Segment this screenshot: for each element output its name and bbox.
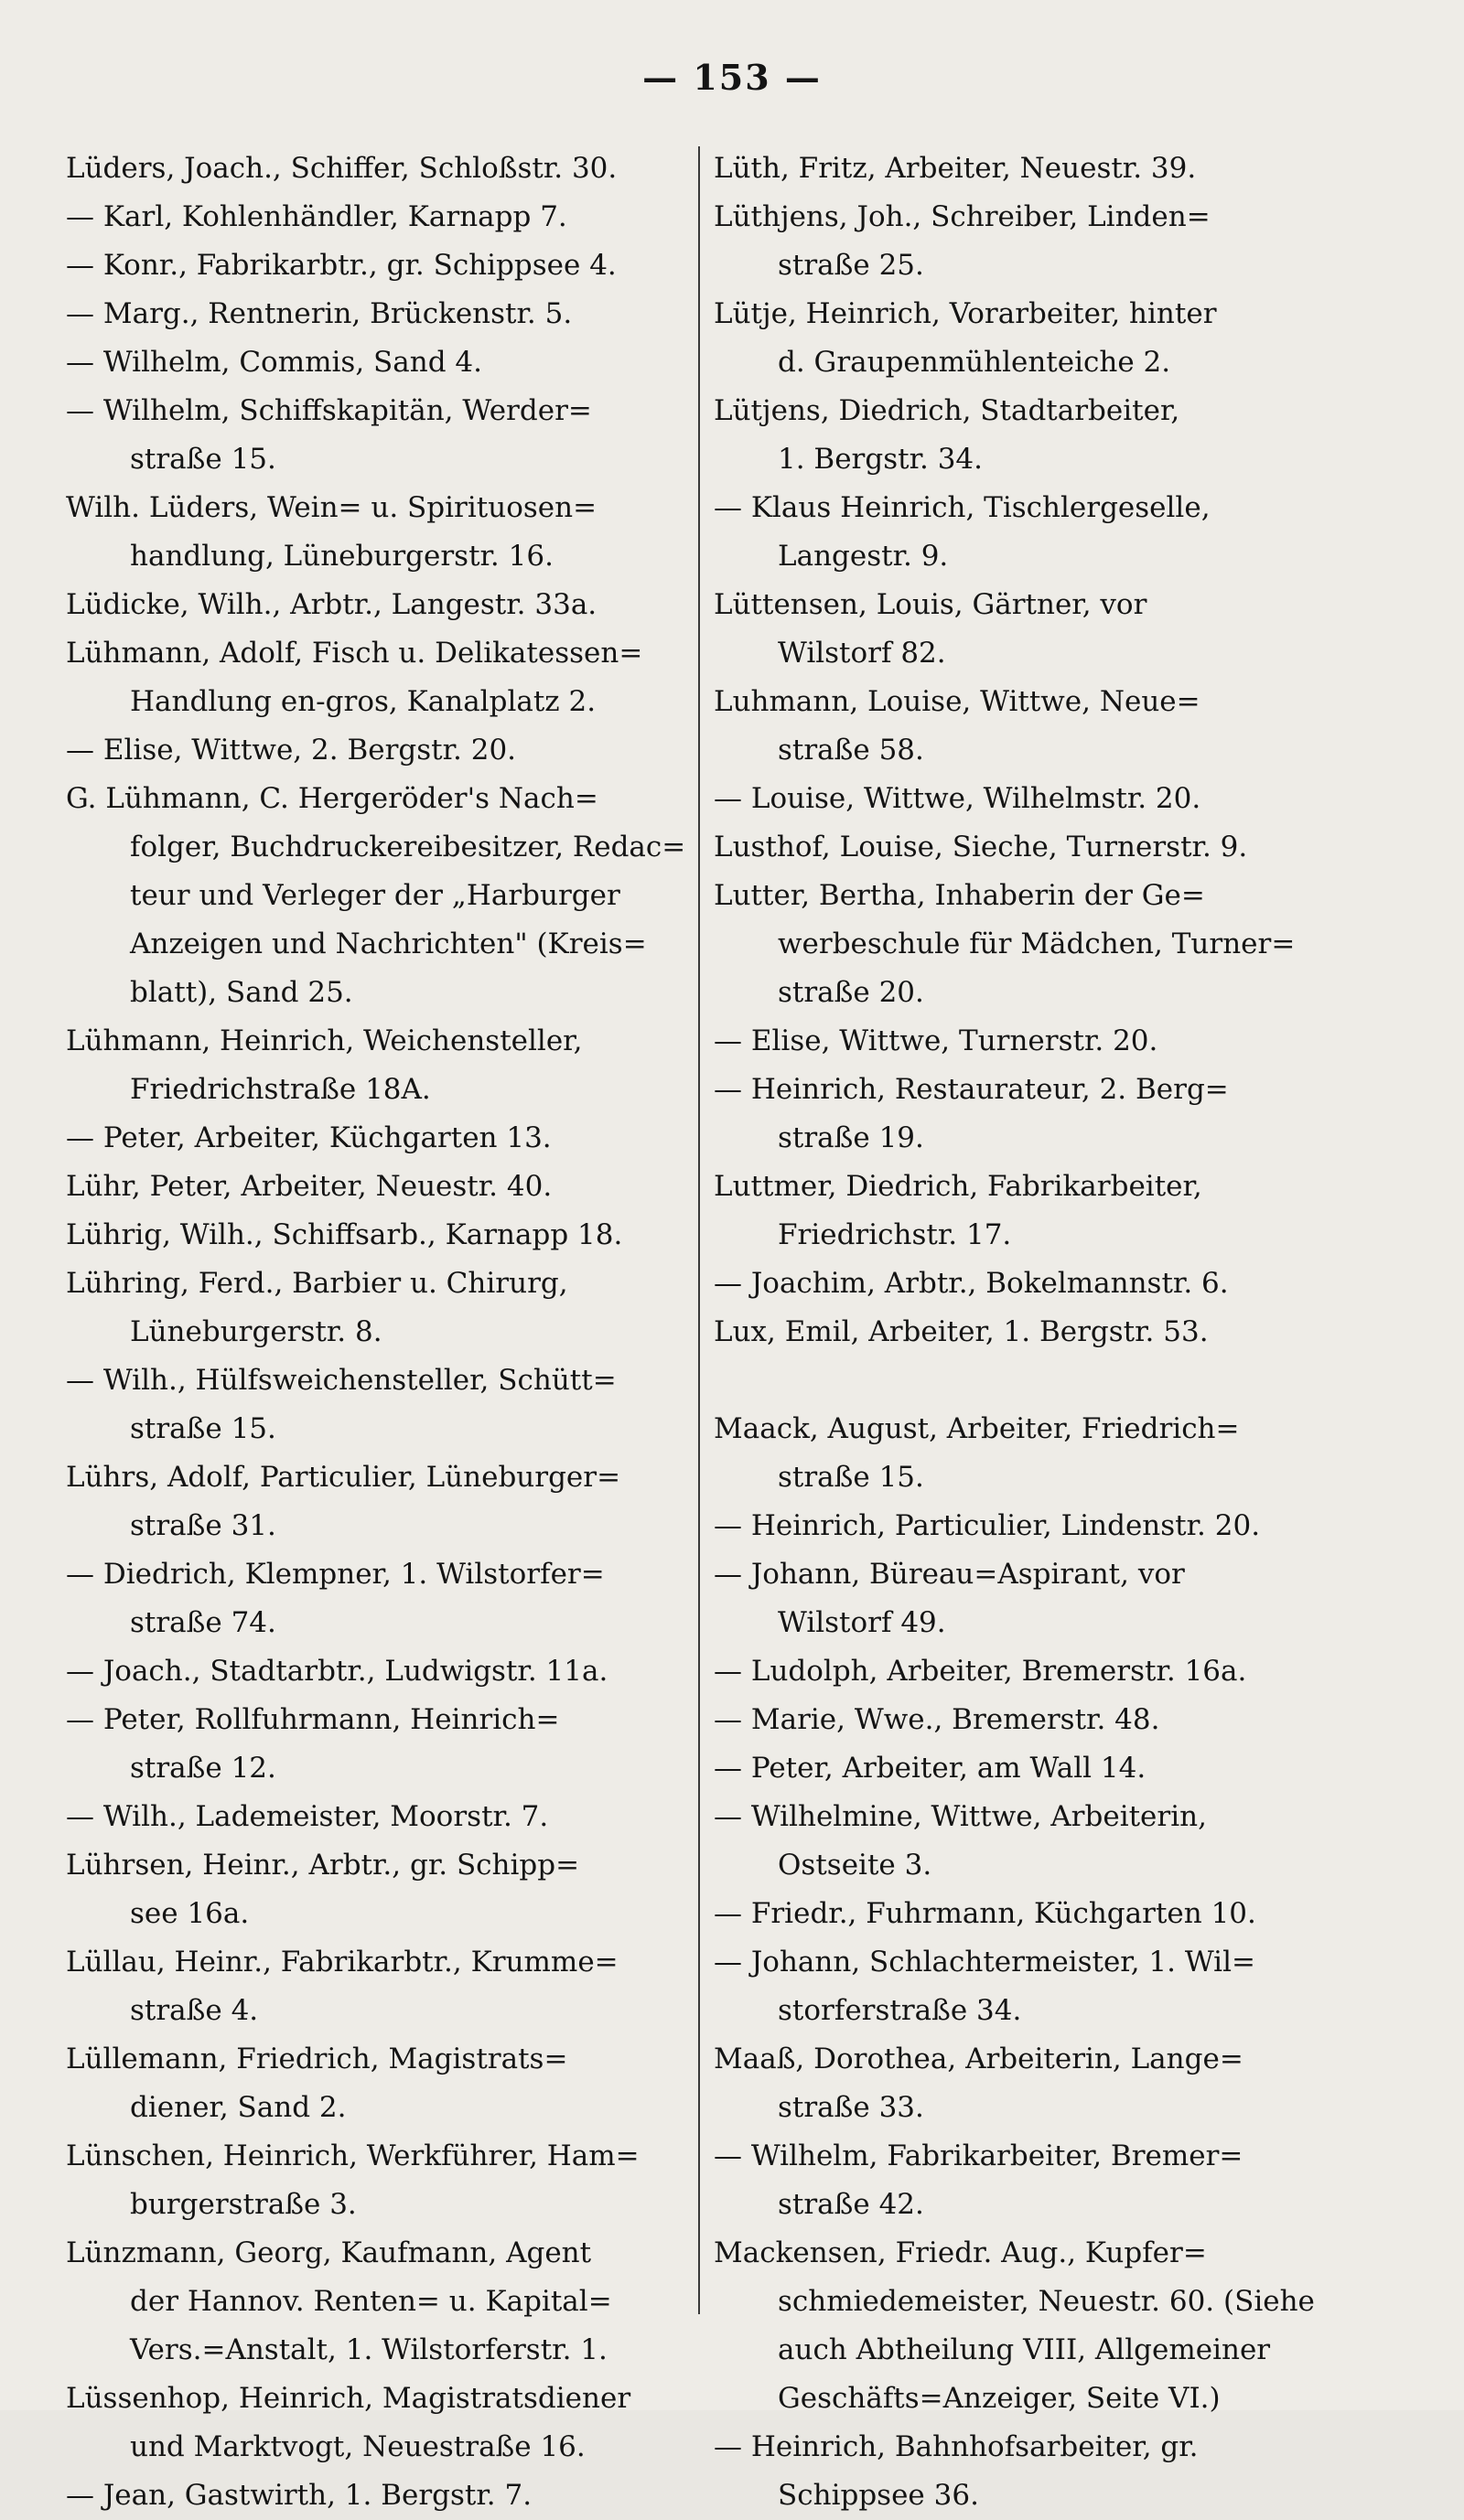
right-entry-line: — Ludolph, Arbeiter, Bremerstr. 16a. xyxy=(714,1655,1247,1688)
right-entry-line: Luhmann, Louise, Wittwe, Neue= xyxy=(714,685,1200,718)
left-entry-line: straße 12. xyxy=(130,1752,276,1785)
right-entry-line: straße 19. xyxy=(778,1121,924,1154)
left-entry-line: blatt), Sand 25. xyxy=(130,976,353,1009)
left-entry-line: Lührs, Adolf, Particulier, Lüneburger= xyxy=(66,1461,621,1494)
right-entry-line: Lüttensen, Louis, Gärtner, vor xyxy=(714,588,1147,621)
right-entry-line: Geschäfts=Anzeiger, Seite VI.) xyxy=(778,2382,1221,2415)
right-entry-line: — Heinrich, Restaurateur, 2. Berg= xyxy=(714,1073,1229,1106)
right-entry-line: straße 33. xyxy=(778,2091,924,2124)
left-entry-line: folger, Buchdruckereibesitzer, Redac= xyxy=(130,831,686,863)
left-entry-line: — Elise, Wittwe, 2. Bergstr. 20. xyxy=(66,734,517,767)
left-entry-line: — Wilh., Lademeister, Moorstr. 7. xyxy=(66,1800,549,1833)
right-entry-line: Ostseite 3. xyxy=(778,1849,932,1882)
right-entry-line: — Johann, Büreau=Aspirant, vor xyxy=(714,1558,1185,1591)
left-entry-line: — Diedrich, Klempner, 1. Wilstorfer= xyxy=(66,1558,605,1591)
left-entry-line: straße 15. xyxy=(130,443,276,476)
left-entry-line: straße 4. xyxy=(130,1994,259,2027)
right-entry-line: — Wilhelmine, Wittwe, Arbeiterin, xyxy=(714,1800,1207,1833)
right-entry-line: straße 58. xyxy=(778,734,924,767)
left-entry-line: Lüdicke, Wilh., Arbtr., Langestr. 33a. xyxy=(66,588,597,621)
right-entry-line: — Heinrich, Particulier, Lindenstr. 20. xyxy=(714,1509,1261,1542)
right-entry-line: Lutter, Bertha, Inhaberin der Ge= xyxy=(714,879,1205,912)
right-entry-line: Schippsee 36. xyxy=(778,2479,979,2512)
left-entry-line: Lühmann, Heinrich, Weichensteller, xyxy=(66,1024,583,1057)
left-entry-line: — Wilhelm, Schiffskapitän, Werder= xyxy=(66,394,592,427)
left-entry-line: straße 31. xyxy=(130,1509,276,1542)
right-entry-line: Lütjens, Diedrich, Stadtarbeiter, xyxy=(714,394,1180,427)
right-entry-line: Mackensen, Friedr. Aug., Kupfer= xyxy=(714,2236,1207,2269)
left-entry-line: Anzeigen und Nachrichten" (Kreis= xyxy=(130,928,647,960)
left-entry-line: — Peter, Rollfuhrmann, Heinrich= xyxy=(66,1703,560,1736)
left-entry-line: Lüssenhop, Heinrich, Magistratsdiener xyxy=(66,2382,631,2415)
left-entry-line: — Marg., Rentnerin, Brückenstr. 5. xyxy=(66,297,573,330)
left-entry-line: Lührig, Wilh., Schiffsarb., Karnapp 18. xyxy=(66,1218,623,1251)
right-entry-line: schmiedemeister, Neuestr. 60. (Siehe xyxy=(778,2285,1315,2318)
left-entry-line: Lüllau, Heinr., Fabrikarbtr., Krumme= xyxy=(66,1946,619,1978)
left-entry-line: Wilh. Lüders, Wein= u. Spirituosen= xyxy=(66,491,597,524)
left-entry-line: diener, Sand 2. xyxy=(130,2091,347,2124)
left-entry-line: — Jean, Gastwirth, 1. Bergstr. 7. xyxy=(66,2479,533,2512)
page-number: — 153 — xyxy=(642,57,822,98)
left-entry-line: Lührsen, Heinr., Arbtr., gr. Schipp= xyxy=(66,1849,580,1882)
left-entry-line: straße 74. xyxy=(130,1606,276,1639)
right-entry-line: — Marie, Wwe., Bremerstr. 48. xyxy=(714,1703,1160,1736)
right-entry-line: auch Abtheilung VIII, Allgemeiner xyxy=(778,2333,1271,2366)
left-entry-line: — Wilh., Hülfsweichensteller, Schütt= xyxy=(66,1364,617,1397)
left-entry-line: — Peter, Arbeiter, Küchgarten 13. xyxy=(66,1121,552,1154)
left-entry-line: straße 15. xyxy=(130,1412,276,1445)
right-entry-line: — Heinrich, Bahnhofsarbeiter, gr. xyxy=(714,2430,1199,2463)
left-entry-line: handlung, Lüneburgerstr. 16. xyxy=(130,540,554,573)
right-entry-line: straße 25. xyxy=(778,249,924,282)
right-entry-line: Lux, Emil, Arbeiter, 1. Bergstr. 53. xyxy=(714,1315,1209,1348)
right-entry-line: storferstraße 34. xyxy=(778,1994,1022,2027)
right-entry-line: Langestr. 9. xyxy=(778,540,949,573)
right-entry-line: straße 20. xyxy=(778,976,924,1009)
left-entry-line: Lüllemann, Friedrich, Magistrats= xyxy=(66,2043,568,2075)
left-entry-line: — Karl, Kohlenhändler, Karnapp 7. xyxy=(66,200,567,233)
left-entry-line: — Konr., Fabrikarbtr., gr. Schippsee 4. xyxy=(66,249,617,282)
right-entry-line: — Wilhelm, Fabrikarbeiter, Bremer= xyxy=(714,2139,1243,2172)
right-entry-line: — Peter, Arbeiter, am Wall 14. xyxy=(714,1752,1146,1785)
right-entry-line: — Louise, Wittwe, Wilhelmstr. 20. xyxy=(714,782,1201,815)
right-entry-line: Luttmer, Diedrich, Fabrikarbeiter, xyxy=(714,1170,1202,1203)
left-entry-line: burgerstraße 3. xyxy=(130,2188,357,2221)
left-entry-line: der Hannov. Renten= u. Kapital= xyxy=(130,2285,612,2318)
right-entry-line: Friedrichstr. 17. xyxy=(778,1218,1012,1251)
right-entry-line: Maaß, Dorothea, Arbeiterin, Lange= xyxy=(714,2043,1243,2075)
left-entry-line: teur und Verleger der „Harburger xyxy=(130,879,620,912)
right-entry-line: — Joachim, Arbtr., Bokelmannstr. 6. xyxy=(714,1267,1229,1300)
left-entry-line: Friedrichstraße 18A. xyxy=(130,1073,431,1106)
left-entry-line: und Marktvogt, Neuestraße 16. xyxy=(130,2430,586,2463)
right-entry-line: Wilstorf 82. xyxy=(778,637,946,670)
left-entry-line: Lühr, Peter, Arbeiter, Neuestr. 40. xyxy=(66,1170,553,1203)
right-entry-line: 1. Bergstr. 34. xyxy=(778,443,984,476)
section-gap xyxy=(714,1357,1322,1405)
left-entry-line: Lünzmann, Georg, Kaufmann, Agent xyxy=(66,2236,592,2269)
right-entry-line: werbeschule für Mädchen, Turner= xyxy=(778,928,1296,960)
right-entry-line: straße 15. xyxy=(778,1461,924,1494)
left-entry-line: G. Lühmann, C. Hergeröder's Nach= xyxy=(66,782,598,815)
right-entry-line: — Friedr., Fuhrmann, Küchgarten 10. xyxy=(714,1897,1256,1930)
right-entry-line: — Elise, Wittwe, Turnerstr. 20. xyxy=(714,1024,1158,1057)
right-entry-line: — Johann, Schlachtermeister, 1. Wil= xyxy=(714,1946,1255,1978)
left-entry-line: Lünschen, Heinrich, Werkführer, Ham= xyxy=(66,2139,640,2172)
left-entry-line: — Joach., Stadtarbtr., Ludwigstr. 11a. xyxy=(66,1655,608,1688)
left-entry-line: Lühring, Ferd., Barbier u. Chirurg, xyxy=(66,1267,568,1300)
left-entry-line: see 16a. xyxy=(130,1897,250,1930)
left-entry-line: Lüneburgerstr. 8. xyxy=(130,1315,382,1348)
right-entry-line: Lütje, Heinrich, Vorarbeiter, hinter xyxy=(714,297,1217,330)
right-entry-line: Lusthof, Louise, Sieche, Turnerstr. 9. xyxy=(714,831,1248,863)
right-entry-line: Lüth, Fritz, Arbeiter, Neuestr. 39. xyxy=(714,152,1197,185)
column-divider xyxy=(698,146,700,2314)
right-entry-line: straße 42. xyxy=(778,2188,924,2221)
left-entry-line: Lühmann, Adolf, Fisch u. Delikatessen= xyxy=(66,637,643,670)
right-entry-line: Maack, August, Arbeiter, Friedrich= xyxy=(714,1412,1240,1445)
right-entry-line: Wilstorf 49. xyxy=(778,1606,946,1639)
right-entry-line: — Klaus Heinrich, Tischlergeselle, xyxy=(714,491,1211,524)
right-entry-line: d. Graupenmühlenteiche 2. xyxy=(778,346,1171,379)
left-entry-line: Lüders, Joach., Schiffer, Schloßstr. 30. xyxy=(66,152,618,185)
right-entry-line: Lüthjens, Joh., Schreiber, Linden= xyxy=(714,200,1211,233)
right-column xyxy=(714,145,1322,2520)
left-column xyxy=(66,145,688,2520)
left-entry-line: Vers.=Anstalt, 1. Wilstorferstr. 1. xyxy=(130,2333,608,2366)
left-entry-line: — Wilhelm, Commis, Sand 4. xyxy=(66,346,482,379)
left-entry-line: Handlung en-gros, Kanalplatz 2. xyxy=(130,685,597,718)
